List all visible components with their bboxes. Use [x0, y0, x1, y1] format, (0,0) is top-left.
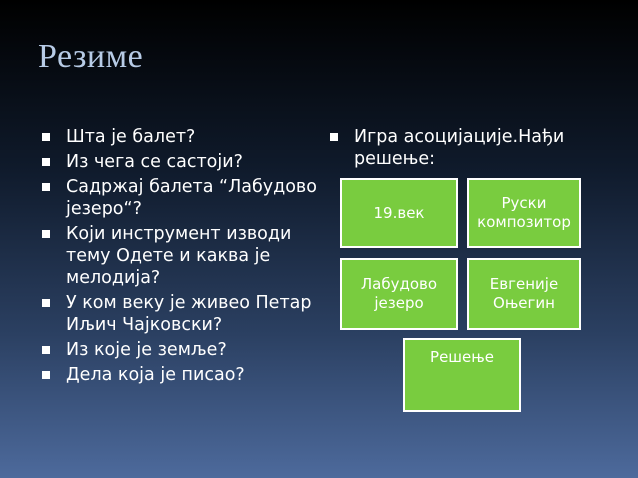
- question-item: [42, 176, 322, 220]
- question-item: [42, 292, 322, 336]
- bullet-square-icon: [42, 230, 50, 238]
- association-box-century[interactable]: 19.век: [340, 178, 458, 248]
- question-text: У ком веку је живео Петар Иљич Чајковски?: [66, 293, 312, 335]
- bullet-square-icon: [42, 158, 50, 166]
- bullet-square-icon: [42, 133, 50, 141]
- question-text: Шта је балет?: [66, 127, 196, 147]
- association-box-composer[interactable]: Руски композитор: [467, 178, 581, 248]
- question-text: Из које је земље?: [66, 340, 227, 360]
- question-text: Који инструмент изводи тему Одете и каква је мелодија?: [66, 224, 292, 288]
- question-list: [42, 126, 322, 386]
- bullet-square-icon: [42, 183, 50, 191]
- solution-box[interactable]: Решење: [403, 338, 521, 412]
- game-column: [330, 126, 630, 173]
- association-box-onegin[interactable]: Евгеније Оњегин: [467, 258, 581, 330]
- question-text: Садржај балета “Лабудово језеро“?: [66, 177, 317, 219]
- question-text: Дела која је писао?: [66, 365, 245, 385]
- question-item: [42, 364, 322, 386]
- question-item: [42, 223, 322, 289]
- questions-column: [42, 126, 322, 389]
- association-box-swan-lake[interactable]: Лабудово језеро: [340, 258, 458, 330]
- game-instruction: [330, 126, 630, 170]
- question-item: [42, 339, 322, 361]
- question-item: [42, 151, 322, 173]
- question-text: Из чега се састоји?: [66, 152, 243, 172]
- bullet-square-icon: [42, 371, 50, 379]
- bullet-square-icon: [330, 133, 338, 141]
- bullet-square-icon: [42, 299, 50, 307]
- game-label: Игра асоцијације.Нађи решење:: [354, 127, 565, 169]
- bullet-square-icon: [42, 346, 50, 354]
- question-item: [42, 126, 322, 148]
- slide-title: Резиме: [38, 38, 144, 75]
- game-list: [330, 126, 630, 170]
